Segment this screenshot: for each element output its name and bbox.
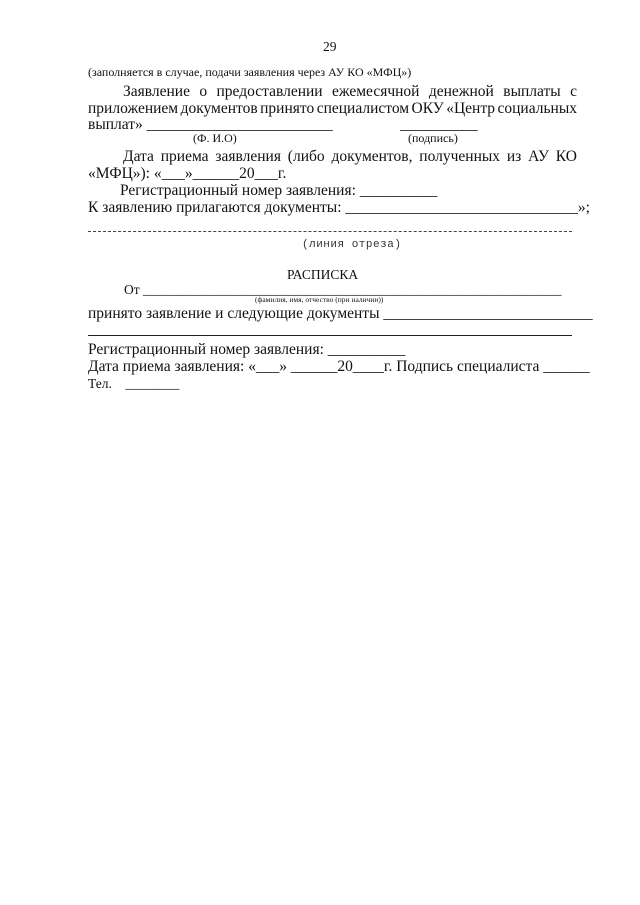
label-fio: (Ф. И.О) <box>193 131 237 145</box>
receipt-reg-number-line: Регистрационный номер заявления: __________ <box>88 341 406 358</box>
reg-number-line: Регистрационный номер заявления: __________ <box>120 182 438 199</box>
receipt-accepted-line: принято заявление и следующие документы ___________________________ <box>88 305 593 322</box>
word: (либо <box>287 148 325 165</box>
statement-line-1 <box>93 84 577 100</box>
attached-documents-line: К заявлению прилагаются документы: ______________________________»; <box>88 199 590 216</box>
label-signature: (подпись) <box>408 131 458 145</box>
word: полученных <box>419 148 501 165</box>
receipt-from-line: От ______________________________________________________________ <box>124 282 562 297</box>
word: Дата <box>123 148 154 165</box>
word: ежемесячной <box>331 83 420 100</box>
receipt-blank-rule <box>88 335 572 336</box>
page-number: 29 <box>323 39 337 54</box>
word: Заявление <box>123 83 190 100</box>
signature-blank: __________ <box>400 116 478 133</box>
word: документов, <box>331 148 413 165</box>
receipt-tel-line: Тел. ________ <box>88 376 180 391</box>
word: КО <box>555 148 577 165</box>
cut-line <box>88 231 572 232</box>
statement-line-2 <box>88 101 577 117</box>
word: приема <box>160 148 209 165</box>
word: приложением <box>88 100 179 117</box>
word: из <box>506 148 522 165</box>
word: принято <box>260 100 315 117</box>
word: специалистом <box>316 100 410 117</box>
word: предоставлении <box>216 83 323 100</box>
word: документов <box>180 100 258 117</box>
word: денежной <box>428 83 494 100</box>
word: заявления <box>215 148 281 165</box>
word: выплаты <box>503 83 561 100</box>
date-line-2: «МФЦ»): «___»______20___г. <box>88 165 287 182</box>
word: с <box>570 83 577 100</box>
date-line-1 <box>93 149 577 165</box>
word: АУ <box>528 148 549 165</box>
receipt-date-sign-line: Дата приема заявления: «___» ______20____г. Подпись специалиста ______ <box>88 358 590 375</box>
note-line: (заполняется в случае, подачи заявления через АУ КО «МФЦ») <box>88 65 412 79</box>
cut-line-label: (линия отреза) <box>302 239 402 251</box>
receipt-title: РАСПИСКА <box>287 267 359 282</box>
word: социальных <box>497 100 577 117</box>
word: «Центр <box>446 100 496 117</box>
word: о <box>199 83 208 100</box>
receipt-from-note: (фамилия, имя, отчество (при наличии)) <box>255 295 384 304</box>
statement-line-3: выплат» ________________________ <box>88 116 333 133</box>
word: ОКУ <box>411 100 444 117</box>
